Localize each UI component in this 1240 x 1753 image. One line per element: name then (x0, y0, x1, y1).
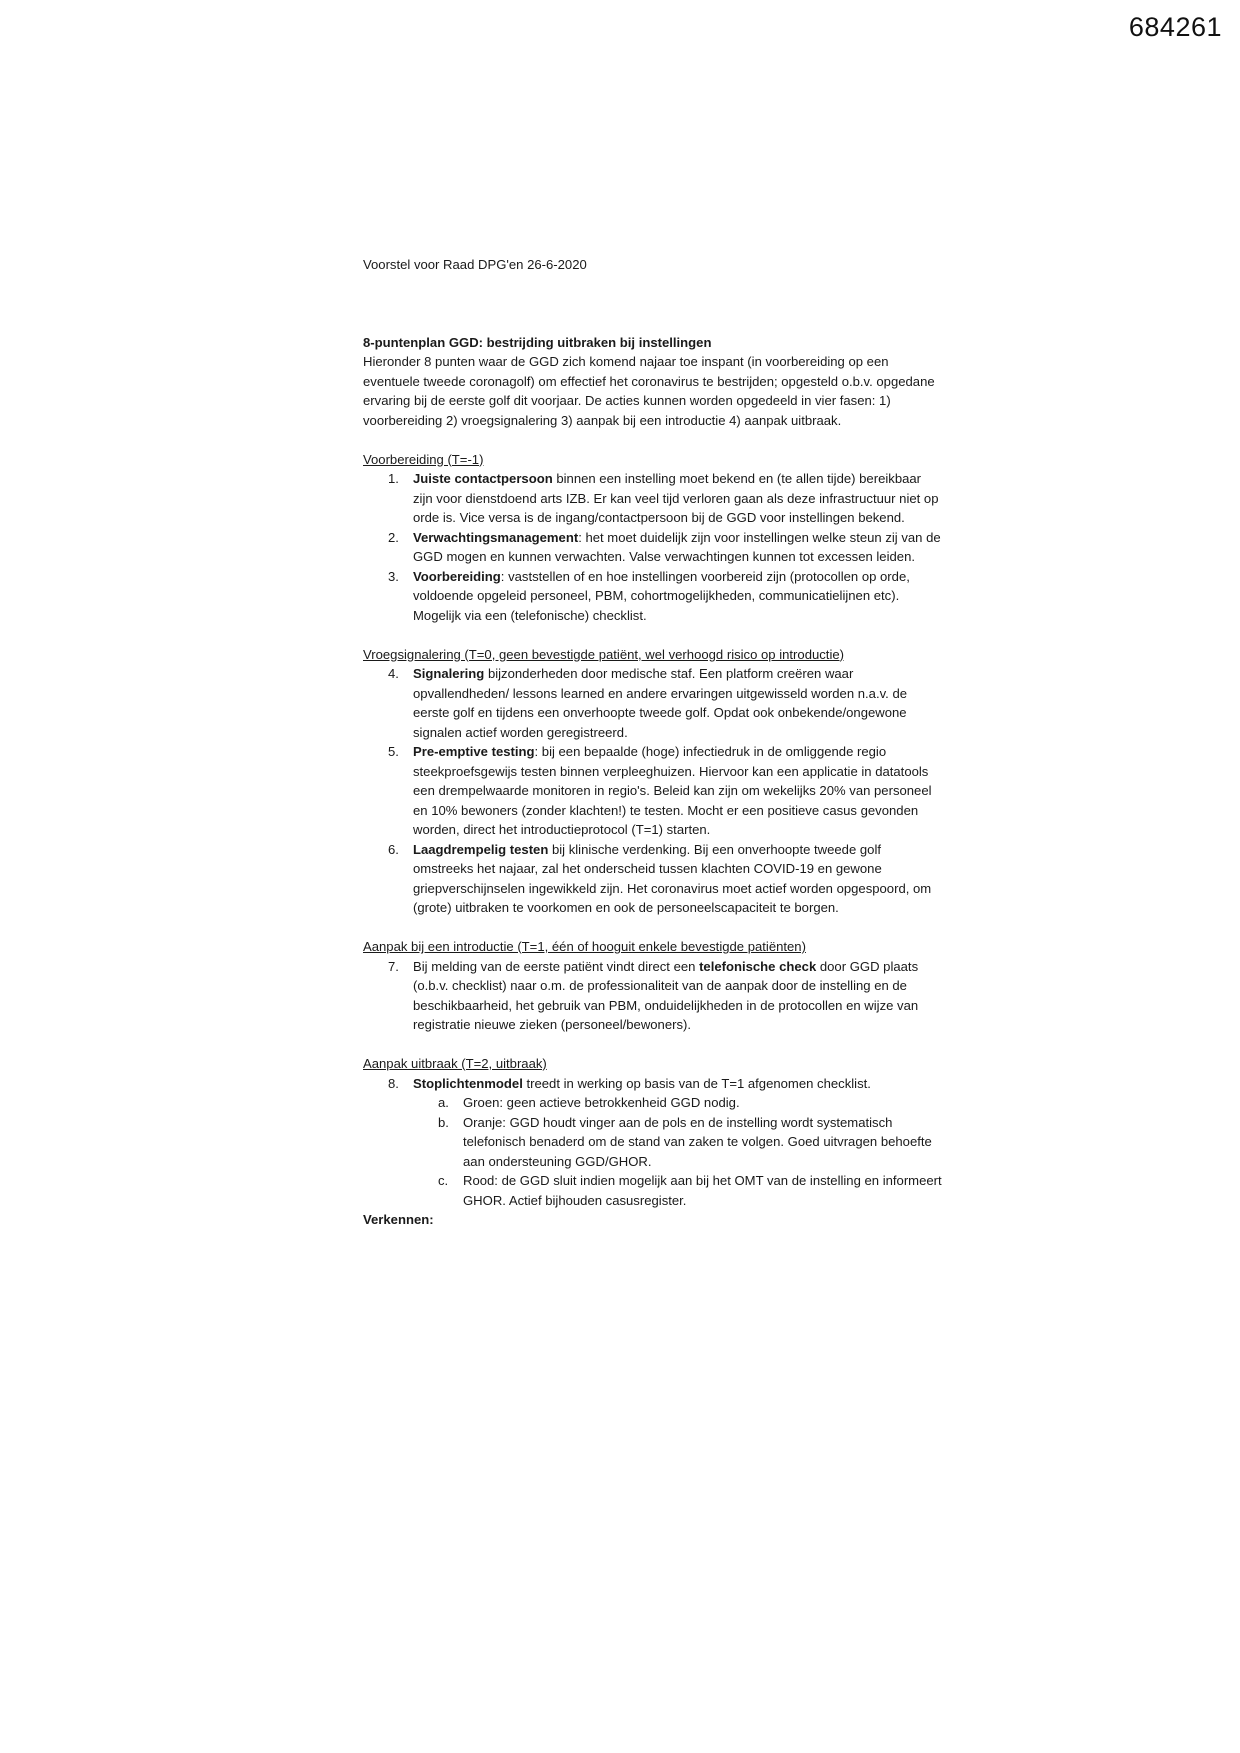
item-number: 3. (388, 568, 399, 584)
item-term: Juiste contactpersoon (413, 471, 553, 486)
list-item (363, 664, 943, 742)
section-aanpak-introductie (363, 937, 943, 1035)
item-number: 4. (388, 666, 399, 681)
intro-paragraph: Hieronder 8 punten waar de GGD zich komend najaar toe inspant (in voorbereiding op een eventuele tweede coronagolf) om effectief het coronavirus te bestrijden; opgesteld o.b.v. opgedane ervaring bij de eerste golf dit voorjaar. De acties kunnen worden opgedeeld in vier fasen: 1) voorbereiding 2) vroegsignalering 3) aanpak bij een introductie 4) aanpak uitbraak. (363, 354, 935, 428)
item-text: bij klinische verdenking. Bij een onverhoopte tweede golf omstreeks het najaar, zal het onderscheid tussen klachten COVID-19 en gewone griepverschijnselen ingewikkeld zijn. Het coronavirus moet actief worden opgespoord, om (grote) uitbraken te voorkomen en ook de personeelscapaciteit te borgen. (413, 841, 932, 915)
item-term: Pre-emptive testing (413, 744, 535, 759)
sub-item-text: Rood: de GGD sluit indien mogelijk aan bij het OMT van de instelling en informeert GHOR. Actief bijhouden casusregister. (463, 1173, 942, 1208)
sub-item-text: Groen: geen actieve betrokkenheid GGD nodig. (463, 1095, 740, 1110)
sub-list-item-red (413, 1171, 943, 1210)
sub-item-letter: a. (438, 1095, 449, 1110)
item-number: 2. (388, 529, 399, 545)
sub-item-letter: b. (438, 1114, 449, 1130)
sub-item-letter: c. (438, 1173, 449, 1188)
item-number: 1. (388, 471, 399, 486)
sub-item-text: Oranje: GGD houdt vinger aan de pols en de instelling wordt systematisch telefonisch benaderd om de stand van zaken te volgen. Goed uitvragen behoefte aan ondersteuning GGD/GHOR. (463, 1114, 932, 1169)
document-page (363, 255, 943, 1230)
item-text: : vaststellen of en hoe instellingen voorbereid zijn (protocollen op orde, voldoende opgeleid personeel, PBM, cohortmogelijkheden, communicatielijnen etc). Mogelijk via een (telefonische) checklist. (413, 568, 910, 623)
proposal-line: Voorstel voor Raad DPG'en 26-6-2020 (363, 257, 587, 272)
item-number: 8. (388, 1075, 399, 1091)
closing-heading: Verkennen: (363, 1212, 434, 1227)
section-heading: Aanpak uitbraak (T=2, uitbraak) (363, 1056, 547, 1071)
section-aanpak-uitbraak (363, 1054, 943, 1210)
sub-list-item-orange (413, 1113, 943, 1172)
item-text: bijzonderheden door medische staf. Een platform creëren waar opvallendheden/ lessons learned en andere ervaringen uitgewisseld worden n.a.v. de eerste golf en tijdens een onverhoopte tweede golf. Opdat ook onbekende/ongewone signalen actief worden geregistreerd. (413, 666, 908, 740)
plan-title: 8-puntenplan GGD: bestrijding uitbraken bij instellingen (363, 334, 712, 350)
item-text-pre: Bij melding van de eerste patiënt vindt direct een (413, 958, 700, 974)
list-item (363, 840, 943, 918)
list-item (363, 528, 943, 567)
points-list (363, 469, 943, 625)
item-number: 6. (388, 841, 399, 857)
traffic-light-sublist (413, 1093, 943, 1210)
list-item (363, 742, 943, 840)
item-term: Verwachtingsmanagement (413, 529, 579, 545)
item-text: door GGD plaats (o.b.v. checklist) naar o.m. de professionaliteit van de aanpak door de instelling en de beschikbaarheid, het gebruik van PBM, onduidelijkheden in de protocollen en wijze van registratie nieuwe zieken (personeel/bewoners). (413, 958, 919, 1032)
item-text: treedt in werking op basis van de T=1 afgenomen checklist. (522, 1075, 871, 1091)
section-voorbereiding (363, 450, 943, 626)
item-text: : bij een bepaalde (hoge) infectiedruk in de omliggende regio steekproefsgewijs testen binnen verpleeghuizen. Hiervoor kan een applicatie in datatools een drempelwaarde monitoren in regio's. Beleid kan zijn om wekelijks 20% van personeel en 10% bewoners (zonder klachten!) te testen. Mocht er een positieve casus gevonden worden, direct het introductieprotocol (T=1) starten. (413, 744, 932, 837)
item-term: Signalering (413, 666, 485, 681)
document-id-stamp: 684261 (1128, 12, 1222, 42)
list-item (363, 469, 943, 528)
points-list (363, 664, 943, 918)
points-list (363, 1074, 943, 1211)
points-list (363, 957, 943, 1035)
sub-list-item-green (413, 1093, 943, 1113)
section-heading: Vroegsignalering (T=0, geen bevestigde patiënt, wel verhoogd risico op introductie) (363, 646, 844, 662)
item-term: Stoplichtenmodel (413, 1075, 523, 1091)
item-term: Laagdrempelig testen (413, 841, 549, 857)
item-term: Voorbereiding (413, 568, 501, 584)
item-text: binnen een instelling moet bekend en (te allen tijde) bereikbaar zijn voor dienstdoend arts IZB. Er kan veel tijd verloren gaan als deze infrastructuur niet op orde is. Vice versa is de ingang/contactpersoon bij de GGD voor instellingen bekend. (413, 471, 939, 525)
item-text: : het moet duidelijk zijn voor instellingen welke steun zij van de GGD mogen en kunnen verwachten. Valse verwachtingen kunnen tot excessen leiden. (413, 529, 941, 564)
section-vroegsignalering (363, 645, 943, 918)
list-item (363, 957, 943, 1035)
section-heading: Aanpak bij een introductie (T=1, één of hooguit enkele bevestigde patiënten) (363, 939, 806, 954)
list-item (363, 1074, 943, 1211)
section-heading: Voorbereiding (T=-1) (363, 451, 484, 467)
item-number: 7. (388, 958, 399, 974)
item-number: 5. (388, 744, 399, 759)
item-term: telefonische check (699, 958, 817, 974)
list-item (363, 567, 943, 626)
